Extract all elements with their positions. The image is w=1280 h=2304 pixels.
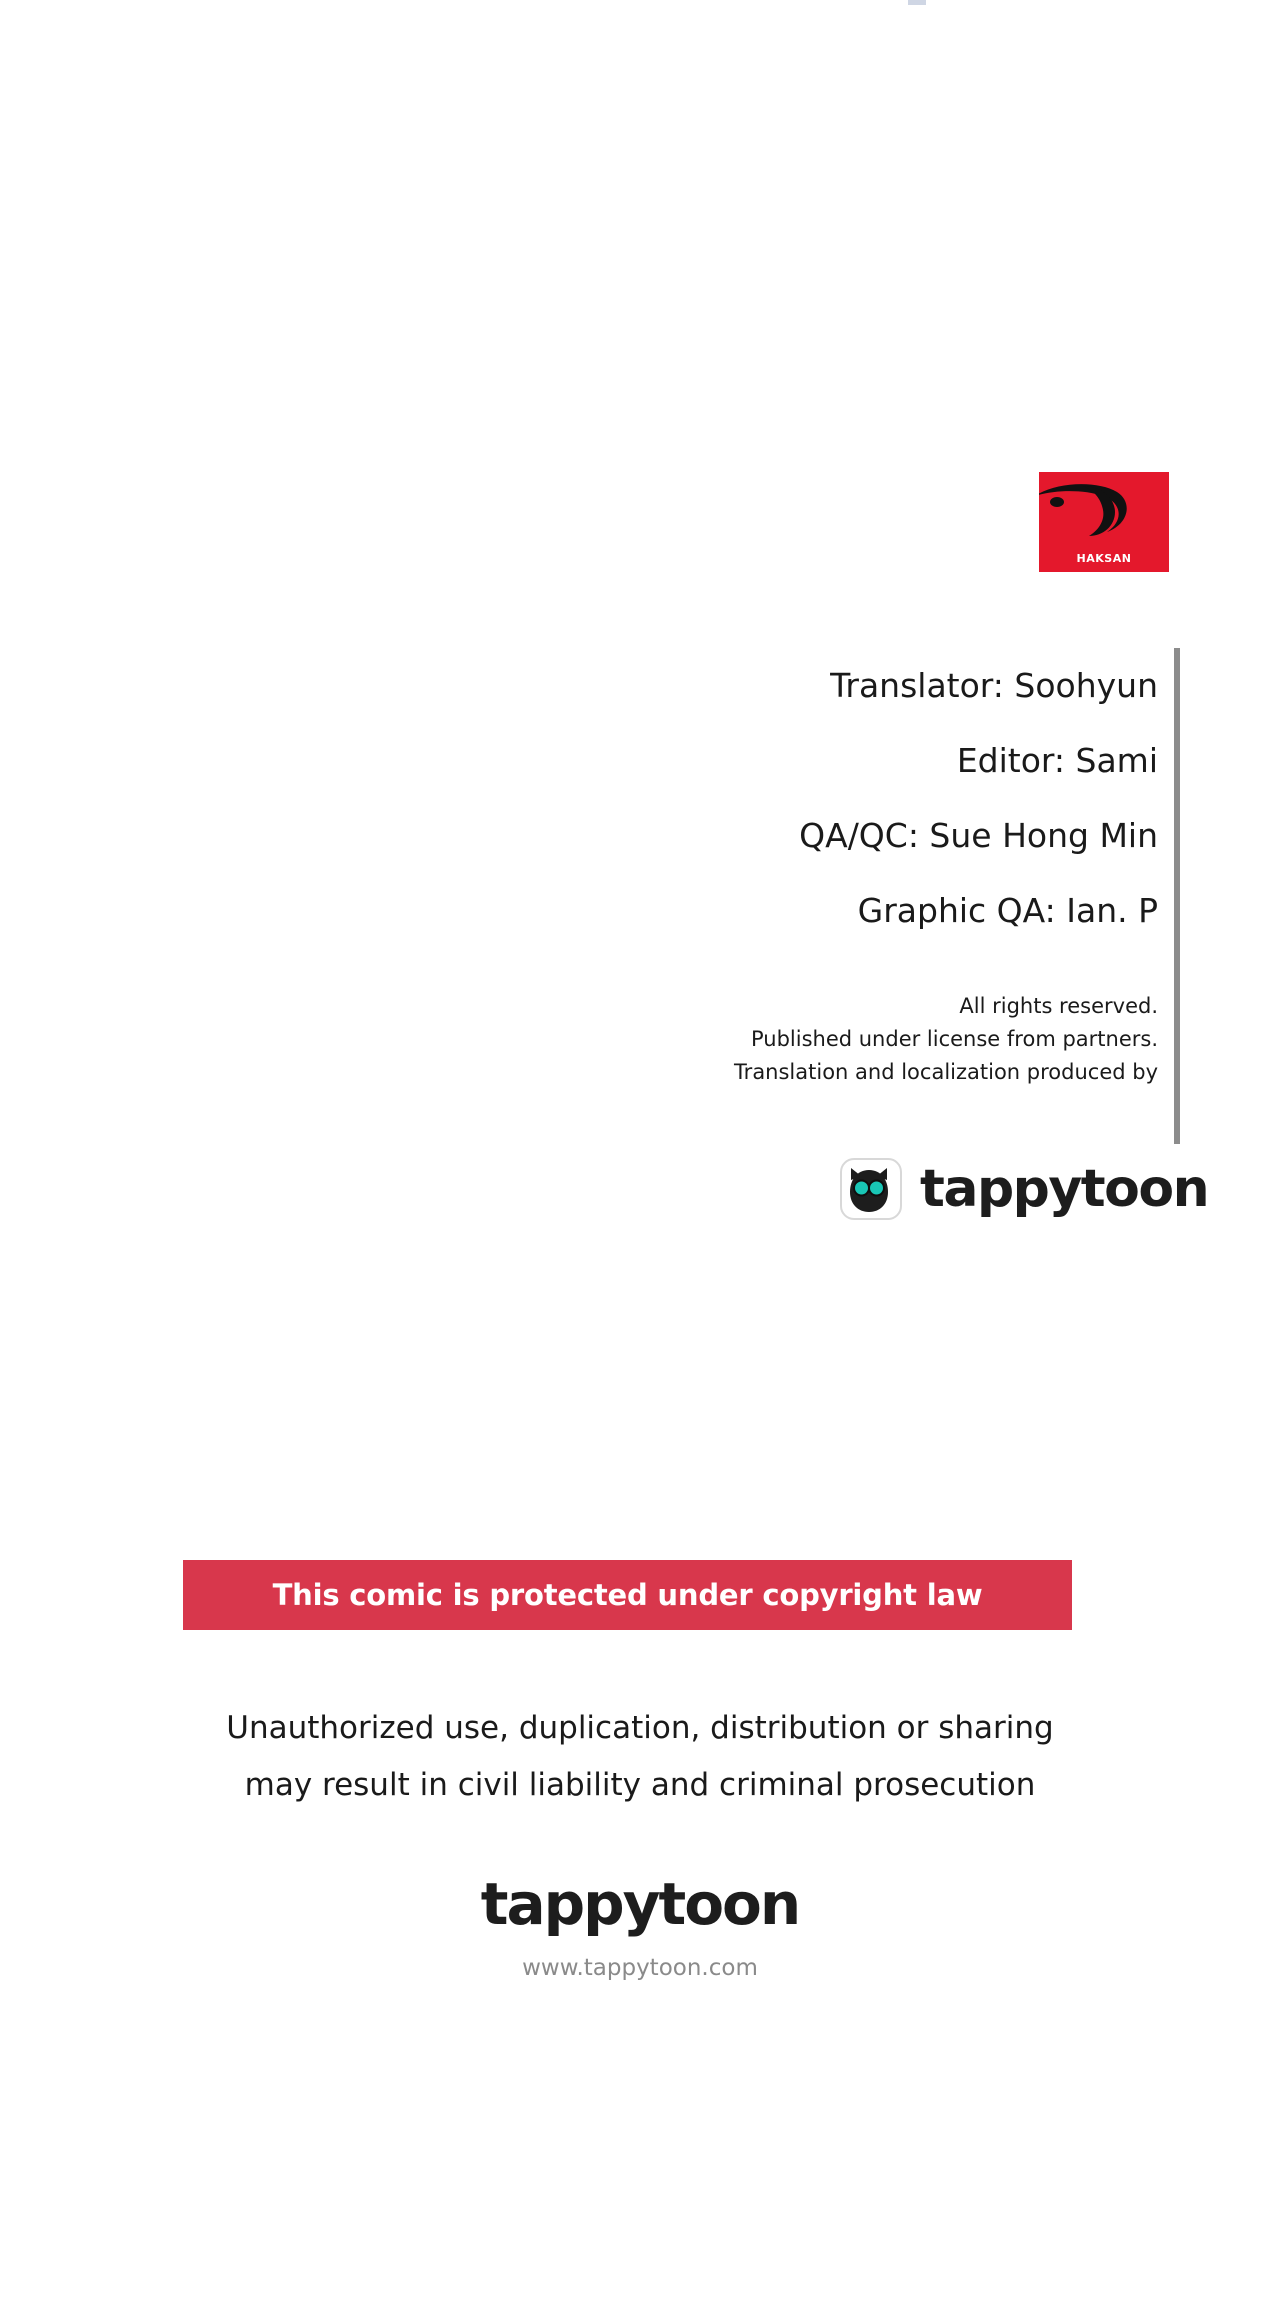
credit-qaqc: QA/QC: Sue Hong Min [799, 816, 1158, 855]
tappytoon-url: www.tappytoon.com [522, 1955, 758, 1981]
rights-block [500, 990, 1158, 1089]
copyright-banner [183, 1560, 1072, 1630]
publisher-logo [1039, 472, 1169, 572]
rights-line-2: Published under license from partners. [750, 1027, 1158, 1051]
credit-editor: Editor: Sami [956, 741, 1158, 780]
tappytoon-wordmark-inline: tappytoon [920, 1159, 1209, 1219]
footer-brand [0, 1870, 1280, 1981]
cat-glyph [842, 1160, 896, 1214]
haksan-swoosh-icon [1039, 480, 1141, 542]
tappytoon-wordmark-footer: tappytoon [480, 1870, 800, 1938]
rights-line-3: Translation and localization produced by [733, 1060, 1158, 1084]
credit-translator: Translator: Soohyun [830, 666, 1158, 705]
credits-block [500, 648, 1180, 1089]
warning-line-2: may result in civil liability and criminal prosecution [244, 1767, 1036, 1803]
rights-line-1: All rights reserved. [959, 994, 1158, 1018]
tappytoon-lockup [840, 1158, 1208, 1220]
tappytoon-cat-icon [840, 1158, 902, 1220]
warning-line-1: Unauthorized use, duplication, distribution or sharing [226, 1710, 1054, 1746]
copyright-banner-text: This comic is protected under copyright law [272, 1578, 983, 1612]
page-top-mark [908, 0, 926, 5]
credit-graphic-qa: Graphic QA: Ian. P [857, 891, 1158, 930]
publisher-wordmark: HAKSAN [1076, 552, 1132, 565]
warning-text [0, 1700, 1280, 1814]
